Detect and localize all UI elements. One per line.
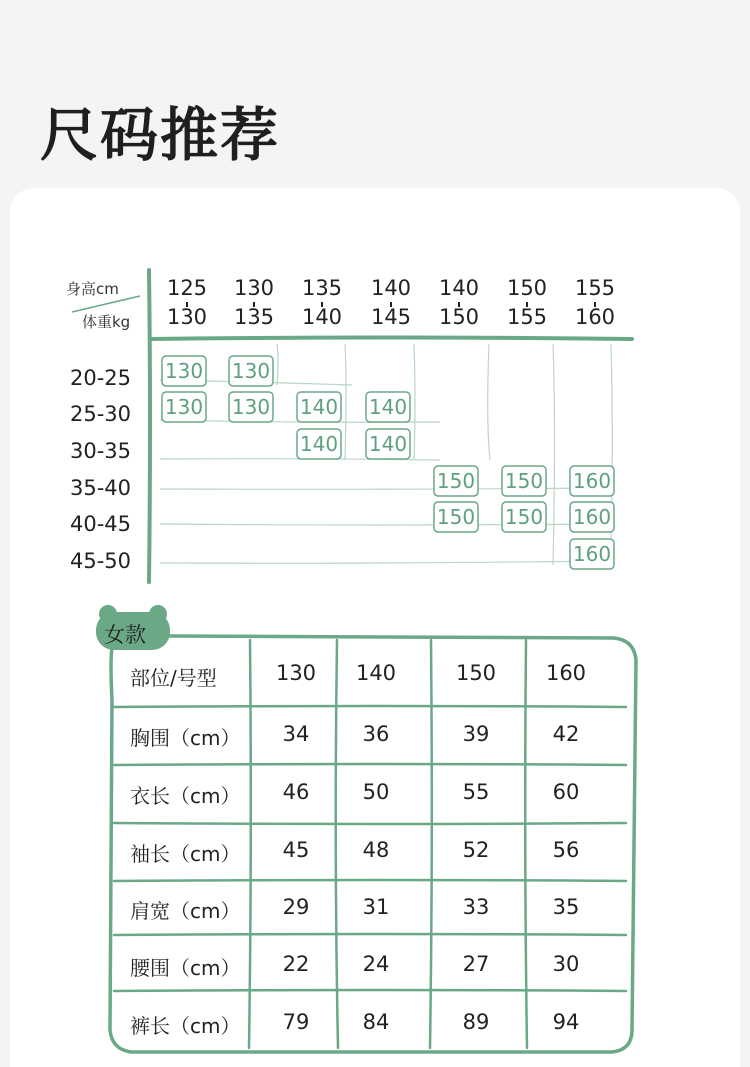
height-range-end: 130 — [166, 305, 208, 329]
measurement-label: 胸围（cm） — [130, 726, 241, 750]
measurement-value: 36 — [362, 722, 390, 746]
size-column-header: 150 — [455, 661, 497, 685]
weight-range-label: 20-25 — [70, 366, 132, 390]
table-tag: 女款 — [104, 623, 146, 647]
measurement-value: 46 — [282, 780, 310, 804]
measurement-label: 腰围（cm） — [130, 956, 241, 980]
height-range-start: 125 — [166, 276, 208, 300]
recommended-size: 130 — [231, 359, 271, 383]
measurement-value: 89 — [462, 1010, 490, 1034]
weight-range-label: 30-35 — [70, 439, 132, 463]
page-title: 尺码推荐 — [40, 101, 281, 169]
height-range-end: 155 — [506, 305, 548, 329]
weight-range-label: 25-30 — [70, 402, 132, 426]
recommended-size: 150 — [504, 505, 544, 529]
measurement-value: 35 — [552, 895, 580, 919]
measurement-value: 24 — [362, 952, 390, 976]
recommended-size: 130 — [231, 395, 271, 419]
measurement-value: 22 — [282, 952, 310, 976]
measurement-value: 39 — [462, 722, 490, 746]
weight-axis-label: 体重kg — [82, 313, 131, 331]
measurement-value: 52 — [462, 838, 490, 862]
measurement-value: 55 — [462, 780, 490, 804]
measurement-label: 肩宽（cm） — [130, 899, 241, 923]
height-range-start: 135 — [301, 276, 343, 300]
recommended-size: 140 — [299, 432, 339, 456]
height-range-start: 150 — [506, 276, 548, 300]
measurement-value: 84 — [362, 1010, 390, 1034]
measurement-value: 56 — [552, 838, 580, 862]
height-range-end: 135 — [233, 305, 275, 329]
recommended-size: 150 — [436, 505, 476, 529]
height-range-start: 130 — [233, 276, 275, 300]
height-range-start: 140 — [438, 276, 480, 300]
measurement-value: 31 — [362, 895, 390, 919]
recommended-size: 140 — [299, 395, 339, 419]
measurement-label: 衣长（cm） — [130, 784, 241, 808]
recommended-size: 140 — [368, 395, 408, 419]
recommended-size: 150 — [436, 469, 476, 493]
weight-range-label: 40-45 — [70, 512, 132, 536]
recommended-size: 130 — [164, 359, 204, 383]
recommended-size: 140 — [368, 432, 408, 456]
recommended-size: 150 — [504, 469, 544, 493]
measurement-label: 袖长（cm） — [130, 842, 241, 866]
measurement-value: 94 — [552, 1010, 580, 1034]
measurement-value: 27 — [462, 952, 490, 976]
height-range-end: 140 — [301, 305, 343, 329]
size-column-header: 160 — [545, 661, 587, 685]
measurement-value: 79 — [282, 1010, 310, 1034]
recommended-size: 160 — [572, 469, 612, 493]
table-header-label: 部位/号型 — [130, 666, 217, 690]
measurement-value: 29 — [282, 895, 310, 919]
measurement-value: 34 — [282, 722, 310, 746]
size-column-header: 130 — [275, 661, 317, 685]
recommended-size: 130 — [164, 395, 204, 419]
height-range-end: 160 — [574, 305, 616, 329]
weight-range-label: 35-40 — [70, 476, 132, 500]
measurement-label: 裤长（cm） — [130, 1014, 241, 1038]
measurement-value: 50 — [362, 780, 390, 804]
height-axis-label: 身高cm — [66, 280, 119, 298]
height-range-end: 150 — [438, 305, 480, 329]
measurement-value: 45 — [282, 838, 310, 862]
height-range-start: 140 — [370, 276, 412, 300]
height-range-end: 145 — [370, 305, 412, 329]
weight-range-label: 45-50 — [70, 549, 132, 573]
recommended-size: 160 — [572, 505, 612, 529]
height-range-start: 155 — [574, 276, 616, 300]
measurement-value: 60 — [552, 780, 580, 804]
measurement-value: 33 — [462, 895, 490, 919]
measurement-value: 30 — [552, 952, 580, 976]
measurement-value: 42 — [552, 722, 580, 746]
size-column-header: 140 — [355, 661, 397, 685]
recommended-size: 160 — [572, 542, 612, 566]
measurement-value: 48 — [362, 838, 390, 862]
